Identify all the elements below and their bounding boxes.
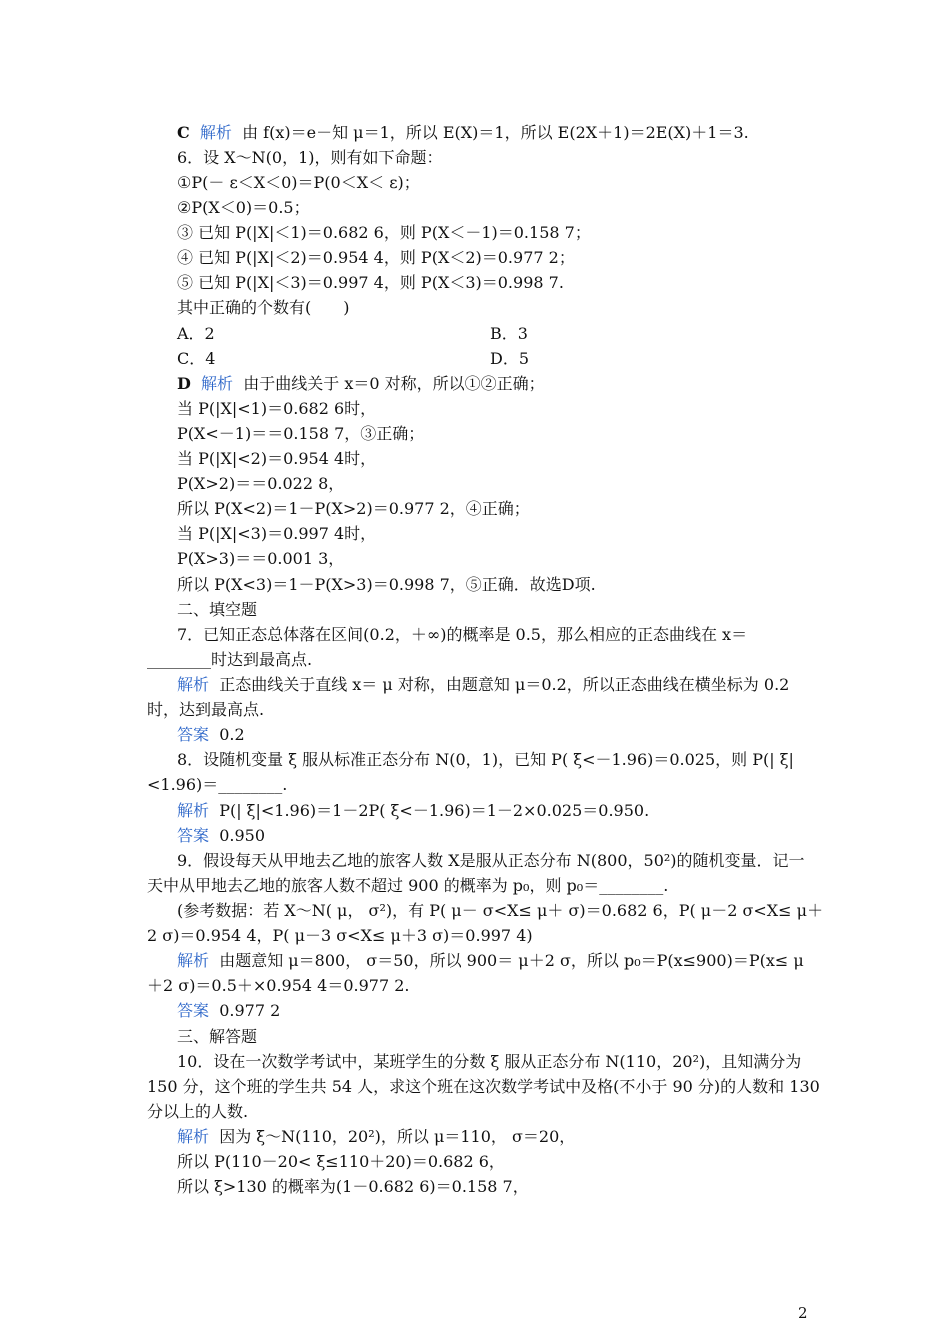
solution-tag: 解析 xyxy=(177,951,210,970)
text-line: P(X>3)＝＝0.001 3， xyxy=(177,549,345,568)
section-heading: 二、填空题 xyxy=(177,600,258,619)
option-d: D．5 xyxy=(490,349,530,368)
option-a: A．2 xyxy=(177,324,215,343)
text-line: <1.96)＝________. xyxy=(147,775,288,794)
text-line: 所以 ξ>130 的概率为(1－0.682 6)＝0.158 7， xyxy=(177,1177,529,1196)
text-line: 解析 P(| ξ|<1.96)＝1－2P( ξ<－1.96)＝1－2×0.025＝0.950. xyxy=(177,801,650,820)
text-line: 时，达到最高点. xyxy=(147,700,265,719)
text-line: 解析 由题意知 μ＝800， σ＝50，所以 900＝ μ＋2 σ，所以 p₀＝P(x≤900)＝P(x≤ μ xyxy=(177,951,804,970)
solution-tag: 解析 xyxy=(177,1127,210,1146)
text-line: 当 P(|X|<1)＝0.682 6时， xyxy=(177,399,377,418)
text-line: 150 分，这个班的学生共 54 人，求这个班在这次数学考试中及格(不小于 90 分)的人数和 130 xyxy=(147,1077,820,1096)
text-line: ④ 已知 P(|X|＜2)＝0.954 4，则 P(X＜2)＝0.977 2； xyxy=(177,248,575,267)
text-line: 答案 0.2 xyxy=(177,725,245,744)
text-line: ⑤ 已知 P(|X|＜3)＝0.997 4，则 P(X＜3)＝0.998 7. xyxy=(177,273,564,292)
section-heading: 三、解答题 xyxy=(177,1027,258,1046)
solution-tag: 解析 xyxy=(199,123,232,142)
text-line: ________时达到最高点. xyxy=(147,650,313,669)
text-line: ＋2 σ)＝0.5＋×0.954 4＝0.977 2. xyxy=(147,976,410,995)
text-line: ②P(X＜0)＝0.5； xyxy=(177,198,310,217)
option-c: C．4 xyxy=(177,349,216,368)
text-line: P(X<－1)＝＝0.158 7，③正确； xyxy=(177,424,425,443)
solution-tag: 解析 xyxy=(201,374,234,393)
text-line: 当 P(|X|<2)＝0.954 4时， xyxy=(177,449,377,468)
question-text: 8．设随机变量 ξ 服从标准正态分布 N(0，1)，已知 P( ξ<－1.96)＝0.025，则 P(| ξ| xyxy=(177,750,794,769)
question-text: 6．设 X～N(0，1)，则有如下命题： xyxy=(177,148,443,167)
page-number: 2 xyxy=(798,1304,808,1322)
solution-tag: 解析 xyxy=(177,801,210,820)
text-line: 当 P(|X|<3)＝0.997 4时， xyxy=(177,524,377,543)
solution-tag: 解析 xyxy=(177,675,210,694)
answer-tag: 答案 xyxy=(177,725,210,744)
text-line: 解析 正态曲线关于直线 x＝ μ 对称，由题意知 μ＝0.2，所以正态曲线在横坐标为 0.2 xyxy=(177,675,790,694)
text-line: ①P(－ ε＜X＜0)＝P(0＜X＜ ε)； xyxy=(177,173,420,192)
text-line: 答案 0.977 2 xyxy=(177,1001,281,1020)
option-b: B．3 xyxy=(490,324,528,343)
text-line: (参考数据：若 X～N( μ， σ²)，有 P( μ－ σ<X≤ μ＋ σ)＝0.682 6，P( μ－2 σ<X≤ μ＋ xyxy=(177,901,824,920)
text-line: 天中从甲地去乙地的旅客人数不超过 900 的概率为 p₀，则 p₀＝________. xyxy=(147,876,669,895)
text-line: ③ 已知 P(|X|＜1)＝0.682 6，则 P(X＜－1)＝0.158 7； xyxy=(177,223,591,242)
text-line: P(X>2)＝＝0.022 8， xyxy=(177,474,345,493)
question-text: 10．设在一次数学考试中，某班学生的分数 ξ 服从正态分布 N(110，20²)，且知满分为 xyxy=(177,1052,802,1071)
text-line: 答案 0.950 xyxy=(177,826,265,845)
text-line: C 解析 由 f(x)＝e－知 μ＝1，所以 E(X)＝1，所以 E(2X＋1)＝2E(X)＋1＝3. xyxy=(177,123,749,142)
text-line: 其中正确的个数有( ) xyxy=(177,298,350,317)
text-line: 所以 P(110－20< ξ≤110＋20)＝0.682 6， xyxy=(177,1152,505,1171)
text-line: 所以 P(X<3)＝1－P(X>3)＝0.998 7，⑤正确．故选D项. xyxy=(177,575,596,594)
text-line: 2 σ)＝0.954 4，P( μ－3 σ<X≤ μ＋3 σ)＝0.997 4) xyxy=(147,926,533,945)
text-line: 分以上的人数. xyxy=(147,1102,249,1121)
answer-tag: 答案 xyxy=(177,826,210,845)
question-text: 7．已知正态总体落在区间(0.2，＋∞)的概率是 0.5，那么相应的正态曲线在 x＝ xyxy=(177,625,748,644)
text-line: D 解析 由于曲线关于 x＝0 对称，所以①②正确； xyxy=(177,374,545,393)
answer-tag: 答案 xyxy=(177,1001,210,1020)
text-line: 所以 P(X<2)＝1－P(X>2)＝0.977 2，④正确； xyxy=(177,499,530,518)
text-line: 解析 因为 ξ～N(110，20²)，所以 μ＝110， σ＝20， xyxy=(177,1127,576,1146)
question-text: 9．假设每天从甲地去乙地的旅客人数 X是服从正态分布 N(800，50²)的随机变量．记一 xyxy=(177,851,805,870)
